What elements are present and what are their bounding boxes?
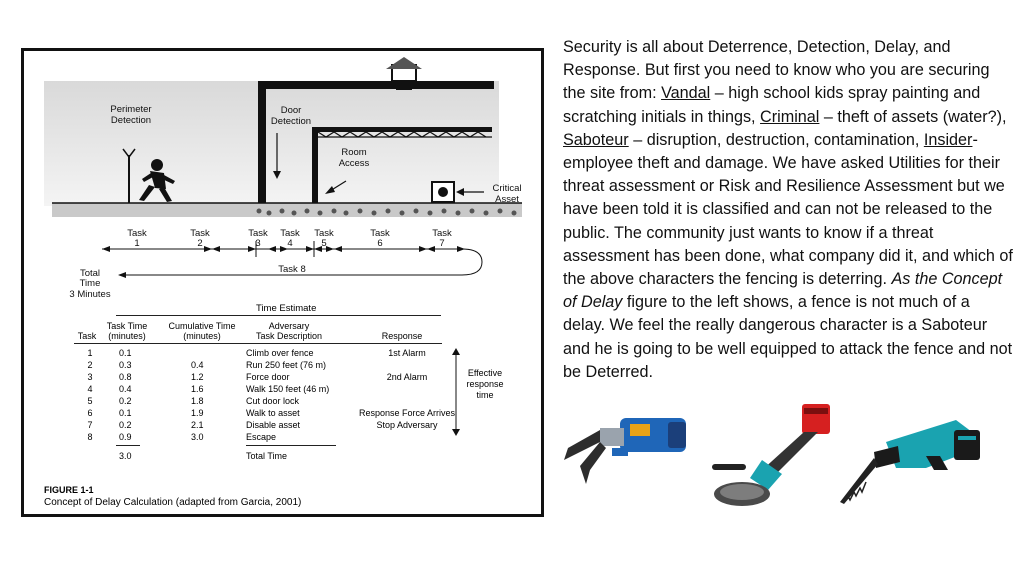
table-total-row	[24, 451, 544, 463]
hdr-adv-1: Adversary	[268, 321, 310, 331]
saboteur-term: Saboteur	[563, 130, 629, 149]
door-label-2: Detection	[270, 116, 312, 127]
effective-1: Effective	[467, 368, 503, 378]
task-2-num: 2	[197, 238, 203, 249]
total-time-label: Total Time	[246, 451, 288, 461]
inner-wall	[312, 129, 318, 203]
asset-label-1: Critical	[492, 183, 522, 194]
task-8-label: Task 8	[278, 264, 306, 275]
table-row: 3 0.8 1.2 Force door 2nd Alarm	[87, 372, 428, 382]
response-bracket	[442, 346, 462, 438]
task-5-num: 5	[321, 238, 327, 249]
total-time-value: 3.0	[119, 451, 132, 461]
task-7-num: 7	[439, 238, 445, 249]
task-3-num: 3	[255, 238, 261, 249]
hdr-response: Response	[381, 331, 423, 341]
task-3-label: Task	[248, 228, 268, 239]
ground	[52, 203, 522, 217]
angle-grinder-image	[708, 402, 838, 514]
hdr-cum-2: (minutes)	[183, 331, 221, 341]
figure-caption-title: FIGURE 1-1	[44, 485, 94, 495]
hdr-adv-2: Task Description	[255, 331, 323, 341]
task-1-num: 1	[134, 238, 140, 249]
concept-of-delay-term: As the Concept of Delay	[563, 270, 1003, 312]
body-paragraph: Security is all about Deterrence, Detection, Delay, and Response. But first you need to know who you are securing the site from: Vandal – high school kids spray painting and scratching initials in things, Criminal – theft of assets (water?), Saboteur – disruption, destruction, contamination, Insider- employee theft and damage. We have asked Utilities for their threat assessment or Risk and Resilience Assessment but we have been told it is classified and can not be released to the public. The community just wants to know if a threat assessment has been done, what company did it, and which of the above characters the fencing is deterring. As the Concept of Delay figure to the left shows, a fence is not much of a delay. We feel the really dangerous character is a Saboteur and he is going to be well equipped to attack the fence and not be Deterred.	[563, 38, 1013, 381]
hydraulic-cutter-image	[560, 404, 700, 494]
task-2-label: Task	[190, 228, 210, 239]
effective-3: time	[476, 390, 494, 400]
task-4-label: Task	[280, 228, 300, 239]
reciprocating-saw-image	[836, 412, 986, 512]
asset-label-2: Asset	[495, 194, 519, 205]
total-time-2: Time	[79, 278, 101, 289]
table-title: Time Estimate	[256, 303, 317, 314]
delay-figure	[21, 48, 544, 517]
hdr-cum-1: Cumulative Time	[168, 321, 236, 331]
table-row: 8 0.9 3.0 Escape	[87, 432, 277, 442]
task-5-label: Task	[314, 228, 334, 239]
figure-caption: Concept of Delay Calculation (adapted from Garcia, 2001)	[44, 497, 302, 508]
total-time-1: Total	[79, 268, 101, 279]
room-label-2: Access	[338, 158, 370, 169]
task-1-label: Task	[127, 228, 147, 239]
delay-diagram	[24, 51, 544, 517]
hdr-task: Task	[77, 331, 97, 341]
perimeter-label-2: Detection	[110, 115, 152, 126]
door-label-1: Door	[280, 105, 302, 116]
table-row: 5 0.2 1.8 Cut door lock	[87, 396, 300, 406]
sky-shade	[44, 81, 499, 206]
hdr-time-1: Task Time	[106, 321, 148, 331]
room-label-1: Room	[341, 147, 367, 158]
effective-2: response	[466, 379, 504, 389]
insider-term: Insider	[923, 130, 973, 149]
building-wall	[258, 81, 266, 203]
task-7-label: Task	[432, 228, 452, 239]
table-row: 1 0.1 Climb over fence 1st Alarm	[87, 348, 426, 358]
task-6-label: Task	[370, 228, 390, 239]
task-4-num: 4	[287, 238, 293, 249]
hdr-time-2: (minutes)	[108, 331, 146, 341]
table-row: 7 0.2 2.1 Disable asset Stop Adversary	[87, 420, 438, 430]
total-time-3: 3 Minutes	[69, 289, 111, 300]
table-row: 4 0.4 1.6 Walk 150 feet (46 m)	[87, 384, 330, 394]
perimeter-label-1: Perimeter	[110, 104, 152, 115]
criminal-term: Criminal	[760, 107, 820, 126]
task-6-num: 6	[377, 238, 383, 249]
table-row: 6 0.1 1.9 Walk to asset Response Force Arrives	[87, 408, 456, 418]
table-row: 2 0.3 0.4 Run 250 feet (76 m)	[87, 360, 327, 370]
vandal-term: Vandal	[661, 84, 711, 103]
